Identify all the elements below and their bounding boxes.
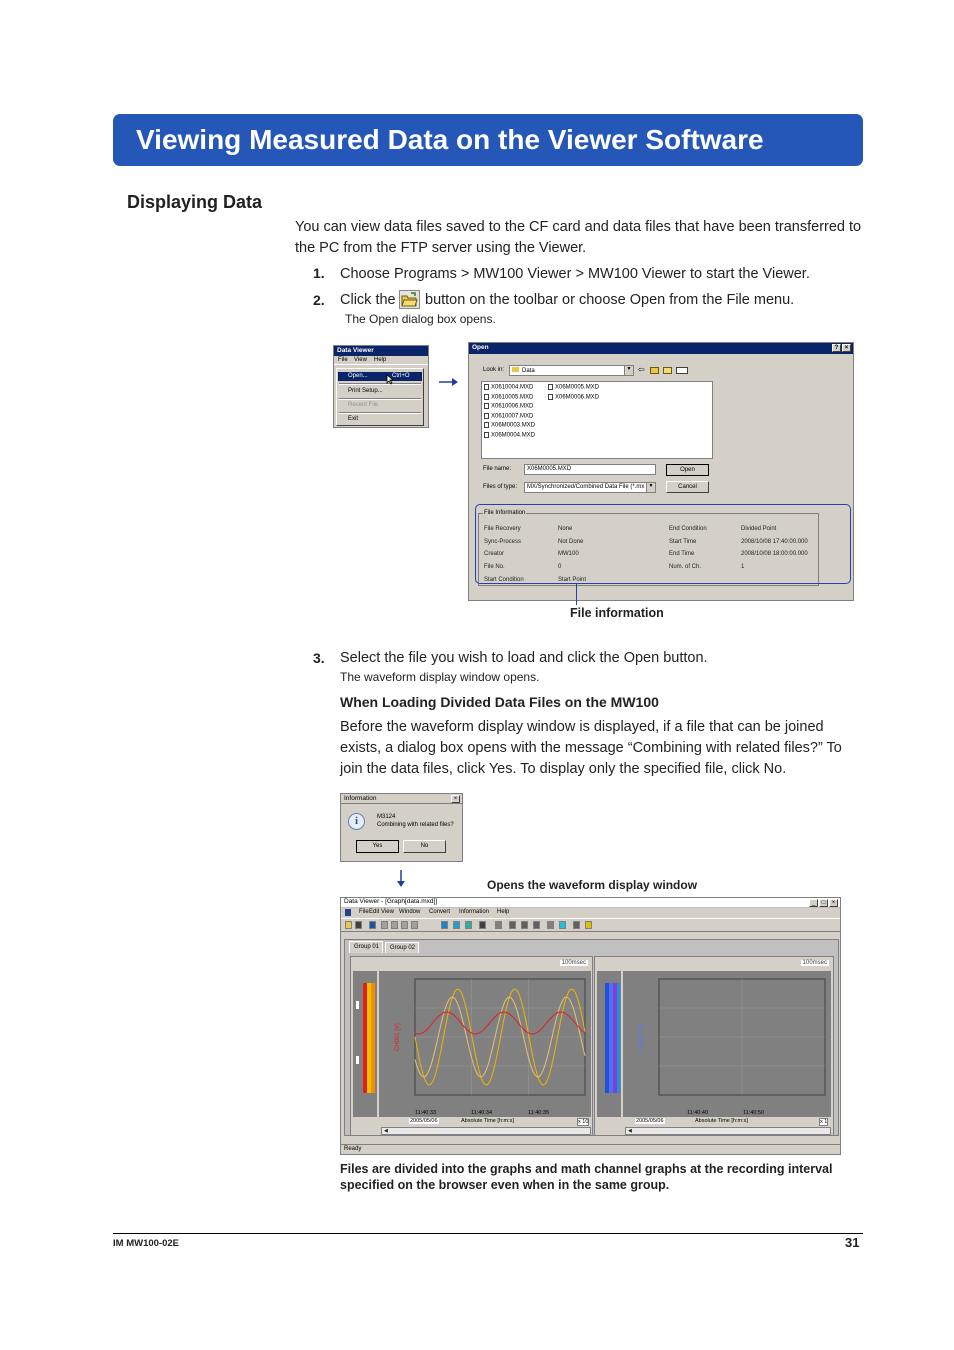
- toolbar-button-icon[interactable]: [509, 921, 516, 929]
- menu-file[interactable]: File: [338, 357, 348, 363]
- back-icon[interactable]: ⇦: [638, 365, 645, 374]
- viewer-title: Data Viewer - [Graph[data.mxd]]: [344, 898, 438, 905]
- menu-item-print-setup[interactable]: Print Setup...: [348, 388, 383, 394]
- subsection-heading: When Loading Divided Data Files on the MW100: [340, 694, 659, 710]
- step-text-before: Click the: [340, 292, 396, 308]
- yes-button[interactable]: Yes: [356, 840, 399, 853]
- tab-label: Group 02: [390, 945, 416, 951]
- viewer-toolbar: [341, 918, 840, 932]
- new-folder-icon[interactable]: [663, 367, 672, 374]
- dialog-title: Information: [344, 795, 377, 802]
- toolbar-button-icon[interactable]: [547, 921, 554, 929]
- callout-label: Opens the waveform display window: [487, 878, 698, 892]
- no-button[interactable]: No: [403, 840, 446, 853]
- file-name: X06M0003.MXD: [491, 422, 536, 429]
- step-number: 1.: [313, 265, 325, 281]
- menu-separator: [339, 398, 421, 400]
- svg-text:CH001 [V]: CH001 [V]: [395, 1023, 401, 1051]
- file-name: X06M0004.MXD: [491, 432, 536, 439]
- look-in-value: Data: [522, 368, 535, 374]
- menu-item-label: Open...: [348, 373, 368, 379]
- horizontal-scrollbar[interactable]: ◀: [625, 1127, 831, 1135]
- toolbar-button-icon[interactable]: [441, 921, 448, 929]
- viewer-menu-file[interactable]: File: [359, 909, 369, 915]
- message-text: Combining with related files?: [377, 822, 454, 828]
- mouse-cursor-icon: [386, 374, 394, 385]
- document-id: IM MW100-02E: [113, 1238, 179, 1249]
- info-value: None: [558, 526, 573, 532]
- time-tick: 11:40:33: [415, 1110, 437, 1116]
- dialog-titlebar: [341, 794, 462, 804]
- step-text: Choose Programs > MW100 Viewer > MW100 Viewer to start the Viewer.: [340, 266, 810, 282]
- toolbar-button-icon[interactable]: [585, 921, 592, 929]
- menu-item-recent-file[interactable]: Recent File: [348, 402, 379, 408]
- toolbar-button-icon[interactable]: [369, 921, 376, 929]
- toolbar-button-icon[interactable]: [381, 921, 388, 929]
- file-list-item[interactable]: [484, 413, 533, 420]
- page-title: Viewing Measured Data on the Viewer Software: [113, 114, 863, 166]
- figure-caption: Files are divided into the graphs and math channel graphs at the recording interval specified on the browser even when in the same group.: [340, 1162, 833, 1192]
- viewer-menu-window[interactable]: Window: [399, 909, 421, 915]
- horizontal-scrollbar[interactable]: ◀: [381, 1127, 591, 1135]
- file-list[interactable]: [481, 381, 713, 459]
- viewer-menu-view[interactable]: View: [381, 909, 394, 915]
- toolbar-button-icon[interactable]: [495, 921, 502, 929]
- viewer-menu-edit[interactable]: Edit: [369, 909, 380, 915]
- toolbar-button-icon[interactable]: [453, 921, 460, 929]
- info-key: Sync-Process: [484, 538, 522, 545]
- file-name: X0610007.MXD: [491, 413, 534, 420]
- info-key: Start Condition: [484, 576, 524, 583]
- right-chart-pane: [594, 956, 834, 1136]
- step-text: Select the file you wish to load and click the Open button.: [340, 650, 708, 666]
- info-value: 1: [741, 564, 745, 571]
- left-chart-pane: [350, 956, 593, 1136]
- viewer-menu-help[interactable]: Help: [497, 909, 510, 915]
- viewer-menu-information[interactable]: Information: [459, 909, 490, 915]
- intro-paragraph: You can view data files saved to the CF card and data files that have been transferred to the PC from the FTP server using the Viewer.: [295, 219, 862, 256]
- file-list-item[interactable]: [484, 403, 533, 410]
- menubar: [334, 356, 428, 365]
- close-icon[interactable]: ×: [451, 795, 460, 803]
- status-text: Ready: [344, 1146, 362, 1152]
- toolbar-button-icon[interactable]: [573, 921, 580, 929]
- toolbar-button-icon[interactable]: [521, 921, 528, 929]
- highlight-frame: [475, 504, 851, 584]
- file-name-input[interactable]: X06M0005.MXD: [524, 464, 656, 475]
- file-list-item[interactable]: [484, 384, 533, 391]
- toolbar-button-icon[interactable]: [479, 921, 486, 929]
- info-icon: i: [348, 813, 365, 830]
- viewer-menubar: [341, 908, 840, 918]
- file-icon: [484, 384, 489, 390]
- time-tick: 11:40:35: [528, 1110, 550, 1116]
- file-list-item[interactable]: [548, 384, 599, 391]
- toolbar-button-icon[interactable]: [559, 921, 566, 929]
- file-type-select[interactable]: [524, 482, 656, 493]
- file-list-item[interactable]: [484, 432, 535, 439]
- toolbar-button-icon[interactable]: [345, 921, 352, 929]
- close-icon[interactable]: ×: [829, 899, 838, 907]
- graph-area: [344, 939, 839, 1136]
- menu-item-exit[interactable]: Exit: [348, 416, 359, 422]
- file-name: X0610005.MXD: [491, 394, 534, 401]
- help-icon[interactable]: ?: [832, 344, 841, 352]
- toolbar-button-icon[interactable]: [391, 921, 398, 929]
- dialog-title: Open: [472, 344, 489, 351]
- file-icon: [548, 394, 553, 400]
- look-in-select[interactable]: [509, 365, 634, 376]
- window-title: Data Viewer: [337, 347, 374, 354]
- info-value: Start Point: [558, 576, 587, 583]
- tab-label: Group 01: [354, 944, 380, 950]
- toolbar-button-icon[interactable]: [465, 921, 472, 929]
- status-bar: [341, 1144, 840, 1154]
- channel-bars: [353, 971, 377, 1117]
- info-value: 0: [558, 564, 562, 571]
- file-name: X0610004.MXD: [491, 384, 534, 391]
- viewer-titlebar: [341, 898, 840, 908]
- menu-help[interactable]: Help: [374, 357, 387, 363]
- info-key: Start Time: [669, 538, 697, 545]
- time-tick: 11:40:40: [687, 1110, 709, 1116]
- view-menu-icon[interactable]: [676, 367, 688, 374]
- open-button[interactable]: Open: [666, 464, 709, 476]
- file-list-item[interactable]: [484, 394, 533, 401]
- info-value: MW100: [558, 551, 579, 558]
- cancel-button[interactable]: Cancel: [666, 481, 709, 493]
- file-list-item[interactable]: [484, 422, 535, 429]
- arrow-down-icon: [396, 870, 406, 888]
- message-code: M3124: [377, 814, 396, 820]
- section-heading: Displaying Data: [127, 192, 263, 212]
- group-label: File Information: [484, 510, 526, 516]
- file-name: X06M0005.MXD: [555, 384, 600, 391]
- arrow-right-icon: [439, 377, 459, 387]
- info-key: Num. of Ch.: [669, 564, 702, 571]
- file-icon: [548, 384, 553, 390]
- look-in-label: Look in:: [483, 367, 505, 373]
- file-name: X06M0006.MXD: [555, 394, 600, 401]
- info-key: Creator: [484, 551, 505, 558]
- file-list-item[interactable]: [548, 394, 599, 401]
- info-key: End Time: [669, 551, 695, 558]
- step-note: The Open dialog box opens.: [345, 312, 496, 326]
- zoom-readout: x 1: [820, 1119, 828, 1125]
- info-key: File No.: [484, 564, 505, 571]
- file-icon: [484, 413, 489, 419]
- menu-separator: [339, 412, 421, 414]
- callout-line: [576, 584, 577, 605]
- information-dialog: [340, 793, 463, 862]
- open-folder-icon: [399, 290, 420, 309]
- date-readout: 2005/05/06: [410, 1118, 438, 1124]
- file-menu-window: [333, 345, 429, 428]
- info-key: File Recovery: [484, 526, 521, 532]
- left-waveform-chart: [379, 971, 591, 1117]
- up-folder-icon[interactable]: [650, 367, 659, 374]
- footer-rule: [113, 1233, 863, 1234]
- menu-separator: [339, 383, 421, 385]
- window-titlebar: [334, 346, 428, 356]
- interval-readout: 100msec: [802, 960, 827, 966]
- channel-bars: [597, 971, 621, 1117]
- subsection-body: Before the waveform display window is displayed, if a file that can be joined exists, a dialog box opens with the message “Combining with related files?” To join the data files, click Yes. To display only the specified file, click No.: [340, 719, 842, 777]
- file-dropdown: [336, 368, 424, 426]
- chart-toolbar: [353, 959, 590, 969]
- dialog-titlebar: [469, 343, 853, 354]
- app-icon: [345, 909, 351, 916]
- file-icon: [484, 394, 489, 400]
- time-tick: 11:40:50: [743, 1110, 765, 1116]
- file-icon: [484, 432, 489, 438]
- page-number: 31: [845, 1235, 860, 1250]
- svg-text:CH001 [V]: CH001 [V]: [639, 1023, 645, 1051]
- tab-group-02[interactable]: [385, 942, 419, 953]
- dropdown-arrow-icon[interactable]: ▼: [646, 483, 655, 492]
- info-value: 2008/10/08 17:40:00.000: [741, 538, 808, 545]
- menu-item-shortcut: Ctrl+O: [392, 373, 410, 379]
- time-tick: 11:40:34: [471, 1110, 493, 1116]
- chart-toolbar: [597, 959, 831, 969]
- menu-view[interactable]: View: [354, 357, 367, 363]
- file-name: X0610006.MXD: [491, 403, 534, 410]
- info-value: Divided Point: [741, 526, 777, 532]
- data-viewer-window: [340, 897, 841, 1155]
- zoom-readout: x 10: [578, 1119, 589, 1125]
- dropdown-arrow-icon[interactable]: ▼: [624, 366, 633, 375]
- interval-readout: 100msec: [561, 960, 586, 966]
- file-name-label: File name:: [483, 466, 512, 472]
- file-icon: [484, 403, 489, 409]
- date-readout: 2005/05/06: [636, 1118, 664, 1124]
- step-note: The waveform display window opens.: [340, 670, 540, 684]
- file-icon: [484, 422, 489, 428]
- toolbar-button-icon[interactable]: [533, 921, 540, 929]
- info-value: Not Done: [558, 538, 584, 545]
- minimize-icon[interactable]: _: [809, 899, 818, 907]
- right-waveform-chart: [623, 971, 831, 1117]
- step-number: 2.: [313, 292, 325, 308]
- file-type-label: Files of type:: [483, 484, 518, 490]
- toolbar-button-icon[interactable]: [355, 921, 362, 929]
- toolbar-button-icon[interactable]: [401, 921, 408, 929]
- toolbar-button-icon[interactable]: [411, 921, 418, 929]
- axis-title: Absolute Time [h:m:s]: [695, 1118, 748, 1124]
- file-type-value: MX/Synchronized/Combined Data File (*.mx: [527, 484, 645, 490]
- viewer-menu-convert[interactable]: Convert: [429, 909, 451, 915]
- tab-group-01[interactable]: [349, 941, 383, 953]
- folder-icon: [512, 367, 519, 372]
- info-key: End Condition: [669, 526, 707, 532]
- step-number: 3.: [313, 650, 325, 666]
- axis-title: Absolute Time [h:m:s]: [461, 1118, 514, 1124]
- maximize-icon[interactable]: □: [819, 899, 828, 907]
- info-value: 2008/10/08 18:00:00.000: [741, 551, 808, 558]
- menu-item-open[interactable]: [338, 372, 422, 381]
- step-text-after: button on the toolbar or choose Open from the File menu.: [425, 292, 795, 308]
- close-icon[interactable]: ×: [842, 344, 851, 352]
- callout-label: File information: [570, 606, 664, 620]
